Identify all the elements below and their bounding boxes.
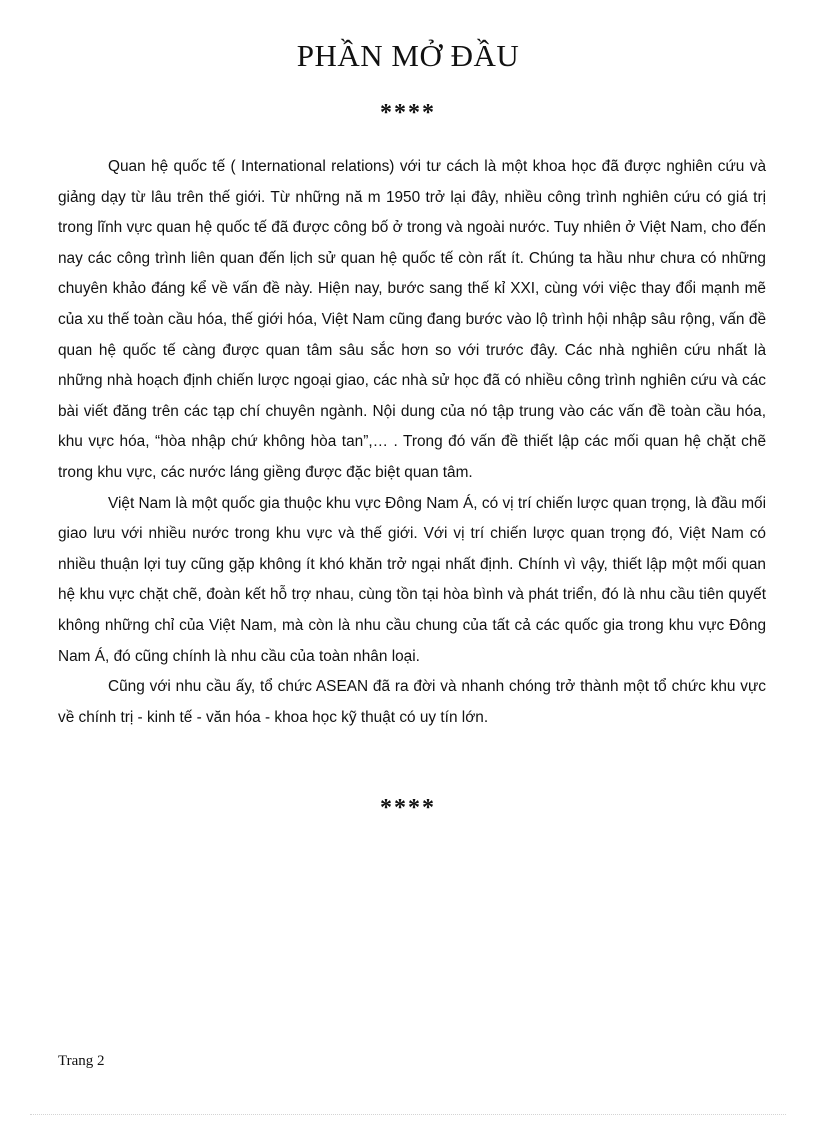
page-number: Trang 2 [58,1053,105,1069]
page-title: PHẦN MỞ ĐẦU [296,38,520,73]
paragraph-2: Việt Nam là một quốc gia thuộc khu vực Đông Nam Á, có vị trí chiến lược quan trọng, là đầu mối giao lưu với nhiều nước trong khu vực và thế giới. Với vị trí chiến lược quan trọng đó, Việt Nam có nhiều thuận lợi tuy cũng gặp không ít khó khăn trở ngại nhất định. Chính vì vậy, thiết lập một mối quan hệ khu vực chặt chẽ, đoàn kết hỗ trợ nhau, cùng tồn tại hòa bình và phát triển, đó là nhu cầu tiên quyết không những chỉ của Việt Nam, mà còn là nhu cầu chung của tất cả các quốc gia trong khu vực Đông Nam Á, đó cũng chính là nhu cầu của toàn nhân loại. [58,494,766,665]
separator-top: **** [380,100,436,126]
document-body [58,152,766,733]
paragraph-1: Quan hệ quốc tế ( International relations) với tư cách là một khoa học đã được nghiên cứu và giảng dạy từ lâu trên thế giới. Từ những nă m 1950 trở lại đây, nhiều công trình nghiên cứu có giá trị trong lĩnh vực quan hệ quốc tế đã được công bố ở trong và ngoài nước. Tuy nhiên ở Việt Nam, cho đến nay các công trình liên quan đến lịch sử quan hệ quốc tế còn rất ít. Chúng ta hầu như chưa có những chuyên khảo đáng kể về vấn đề này. Hiện nay, bước sang thế kỉ XXI, cùng với việc thay đổi mạnh mẽ của xu thế toàn cầu hóa, thế giới hóa, Việt Nam cũng đang bước vào lộ trình hội nhập sâu rộng, vấn đề quan hệ quốc tế càng được quan tâm sâu sắc hơn so với trước đây. Các nhà nghiên cứu nhất là những nhà hoạch định chiến lược ngoại giao, các nhà sử học đã có nhiều công trình nghiên cứu và các bài viết đăng trên các tạp chí chuyên ngành. Nội dung của nó tập trung vào các vấn đề toàn cầu hóa, khu vực hóa, “hòa nhập chứ không hòa tan”,… . Trong đó vấn đề thiết lập các mối quan hệ chặt chẽ trong khu vực, các nước láng giềng được đặc biệt quan tâm. [58,158,766,481]
separator-bottom: **** [380,795,436,821]
page-bottom-divider [30,1114,786,1115]
paragraph-3: Cũng với nhu cầu ấy, tổ chức ASEAN đã ra đời và nhanh chóng trở thành một tổ chức khu vực về chính trị - kinh tế - văn hóa - khoa học kỹ thuật có uy tín lớn. [58,678,766,726]
